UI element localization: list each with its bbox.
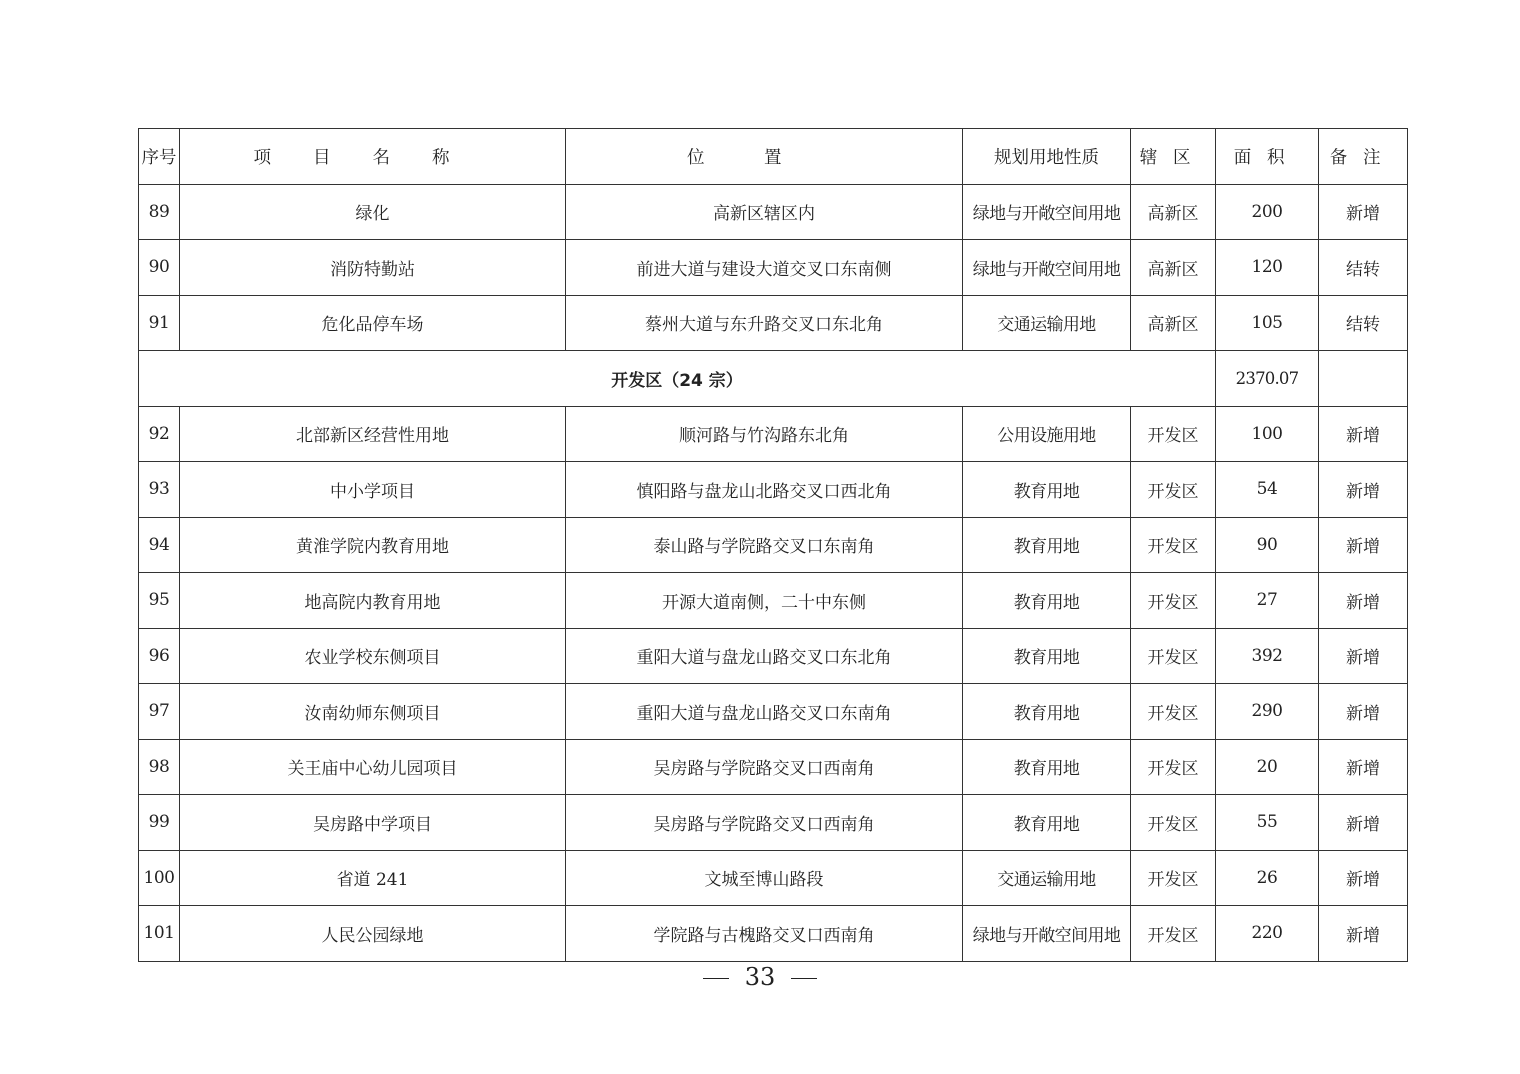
table-header-row <box>139 129 1408 185</box>
cell-seq: 100 <box>139 850 180 906</box>
cell-seq: 92 <box>139 406 180 462</box>
cell-remark: 新增 <box>1319 739 1408 795</box>
cell-seq: 95 <box>139 573 180 629</box>
page-number-dash-left <box>703 978 729 979</box>
table-row <box>139 684 1408 740</box>
cell-location: 开源大道南侧，二十中东侧 <box>566 573 963 629</box>
table-row <box>139 850 1408 906</box>
cell-location: 文城至博山路段 <box>566 850 963 906</box>
table-row <box>139 295 1408 351</box>
cell-area: 27 <box>1216 573 1319 629</box>
cell-seq: 99 <box>139 795 180 851</box>
table-row <box>139 573 1408 629</box>
cell-area: 55 <box>1216 795 1319 851</box>
cell-land-use: 教育用地 <box>963 628 1131 684</box>
cell-location: 吴房路与学院路交叉口西南角 <box>566 739 963 795</box>
cell-location: 顺河路与竹沟路东北角 <box>566 406 963 462</box>
cell-remark: 新增 <box>1319 573 1408 629</box>
cell-name: 黄淮学院内教育用地 <box>180 517 566 573</box>
table-row <box>139 739 1408 795</box>
table-row <box>139 795 1408 851</box>
cell-location: 学院路与古槐路交叉口西南角 <box>566 906 963 962</box>
cell-remark: 新增 <box>1319 406 1408 462</box>
cell-location: 慎阳路与盘龙山北路交叉口西北角 <box>566 462 963 518</box>
cell-seq: 89 <box>139 184 180 240</box>
cell-remark: 新增 <box>1319 462 1408 518</box>
cell-district: 开发区 <box>1131 517 1216 573</box>
cell-remark: 新增 <box>1319 184 1408 240</box>
cell-name: 地高院内教育用地 <box>180 573 566 629</box>
cell-land-use: 交通运输用地 <box>963 295 1131 351</box>
cell-seq: 91 <box>139 295 180 351</box>
cell-seq: 98 <box>139 739 180 795</box>
table-row <box>139 517 1408 573</box>
header-district: 辖区 <box>1131 129 1216 185</box>
table-row <box>139 628 1408 684</box>
land-plan-table <box>138 128 1408 962</box>
header-land-use: 规划用地性质 <box>963 129 1131 185</box>
cell-location: 蔡州大道与东升路交叉口东北角 <box>566 295 963 351</box>
cell-location: 泰山路与学院路交叉口东南角 <box>566 517 963 573</box>
cell-area: 105 <box>1216 295 1319 351</box>
header-seq: 序号 <box>139 129 180 185</box>
cell-district: 开发区 <box>1131 462 1216 518</box>
cell-land-use: 绿地与开敞空间用地 <box>963 906 1131 962</box>
table-row <box>139 462 1408 518</box>
cell-land-use: 交通运输用地 <box>963 850 1131 906</box>
header-name: 项目名称 <box>180 129 566 185</box>
cell-area: 90 <box>1216 517 1319 573</box>
cell-name: 关王庙中心幼儿园项目 <box>180 739 566 795</box>
cell-district: 开发区 <box>1131 850 1216 906</box>
cell-location: 重阳大道与盘龙山路交叉口东南角 <box>566 684 963 740</box>
cell-land-use: 教育用地 <box>963 684 1131 740</box>
cell-remark: 新增 <box>1319 517 1408 573</box>
cell-district: 开发区 <box>1131 906 1216 962</box>
page-number <box>0 963 1520 991</box>
cell-remark: 结转 <box>1319 240 1408 296</box>
cell-remark: 结转 <box>1319 295 1408 351</box>
cell-location: 吴房路与学院路交叉口西南角 <box>566 795 963 851</box>
cell-land-use: 教育用地 <box>963 462 1131 518</box>
table-row <box>139 240 1408 296</box>
section-row <box>139 351 1408 407</box>
header-area: 面积 <box>1216 129 1319 185</box>
table-row <box>139 184 1408 240</box>
cell-land-use: 教育用地 <box>963 739 1131 795</box>
cell-district: 开发区 <box>1131 573 1216 629</box>
cell-area: 220 <box>1216 906 1319 962</box>
cell-seq: 96 <box>139 628 180 684</box>
cell-remark: 新增 <box>1319 795 1408 851</box>
cell-remark: 新增 <box>1319 850 1408 906</box>
header-remark: 备注 <box>1319 129 1408 185</box>
cell-land-use: 公用设施用地 <box>963 406 1131 462</box>
cell-land-use: 绿地与开敞空间用地 <box>963 240 1131 296</box>
section-area: 2370.07 <box>1216 351 1319 407</box>
cell-name: 吴房路中学项目 <box>180 795 566 851</box>
cell-name: 危化品停车场 <box>180 295 566 351</box>
cell-name: 消防特勤站 <box>180 240 566 296</box>
cell-name: 中小学项目 <box>180 462 566 518</box>
cell-seq: 97 <box>139 684 180 740</box>
section-remark <box>1319 351 1408 407</box>
cell-district: 开发区 <box>1131 406 1216 462</box>
cell-land-use: 教育用地 <box>963 573 1131 629</box>
cell-name: 省道 241 <box>180 850 566 906</box>
table-row <box>139 406 1408 462</box>
cell-district: 开发区 <box>1131 628 1216 684</box>
cell-area: 100 <box>1216 406 1319 462</box>
cell-area: 290 <box>1216 684 1319 740</box>
cell-area: 54 <box>1216 462 1319 518</box>
cell-remark: 新增 <box>1319 684 1408 740</box>
cell-land-use: 绿地与开敞空间用地 <box>963 184 1131 240</box>
cell-seq: 93 <box>139 462 180 518</box>
cell-land-use: 教育用地 <box>963 795 1131 851</box>
page-number-dash-right <box>791 978 817 979</box>
cell-remark: 新增 <box>1319 906 1408 962</box>
cell-seq: 101 <box>139 906 180 962</box>
cell-area: 392 <box>1216 628 1319 684</box>
cell-remark: 新增 <box>1319 628 1408 684</box>
cell-district: 开发区 <box>1131 739 1216 795</box>
page-number-text: 33 <box>744 963 776 991</box>
cell-name: 北部新区经营性用地 <box>180 406 566 462</box>
cell-district: 高新区 <box>1131 240 1216 296</box>
cell-district: 开发区 <box>1131 795 1216 851</box>
table-body-bottom <box>139 406 1408 961</box>
table-section <box>139 351 1408 407</box>
cell-name: 绿化 <box>180 184 566 240</box>
cell-area: 120 <box>1216 240 1319 296</box>
cell-district: 高新区 <box>1131 295 1216 351</box>
cell-land-use: 教育用地 <box>963 517 1131 573</box>
table-body-top <box>139 184 1408 351</box>
cell-location: 重阳大道与盘龙山路交叉口东北角 <box>566 628 963 684</box>
cell-area: 20 <box>1216 739 1319 795</box>
table-row <box>139 906 1408 962</box>
cell-area: 200 <box>1216 184 1319 240</box>
cell-name: 人民公园绿地 <box>180 906 566 962</box>
cell-seq: 90 <box>139 240 180 296</box>
cell-location: 高新区辖区内 <box>566 184 963 240</box>
cell-district: 开发区 <box>1131 684 1216 740</box>
cell-name: 农业学校东侧项目 <box>180 628 566 684</box>
cell-area: 26 <box>1216 850 1319 906</box>
cell-name: 汝南幼师东侧项目 <box>180 684 566 740</box>
header-location: 位置 <box>566 129 963 185</box>
cell-seq: 94 <box>139 517 180 573</box>
section-name: 开发区（24 宗） <box>139 351 1216 407</box>
cell-location: 前进大道与建设大道交叉口东南侧 <box>566 240 963 296</box>
cell-district: 高新区 <box>1131 184 1216 240</box>
